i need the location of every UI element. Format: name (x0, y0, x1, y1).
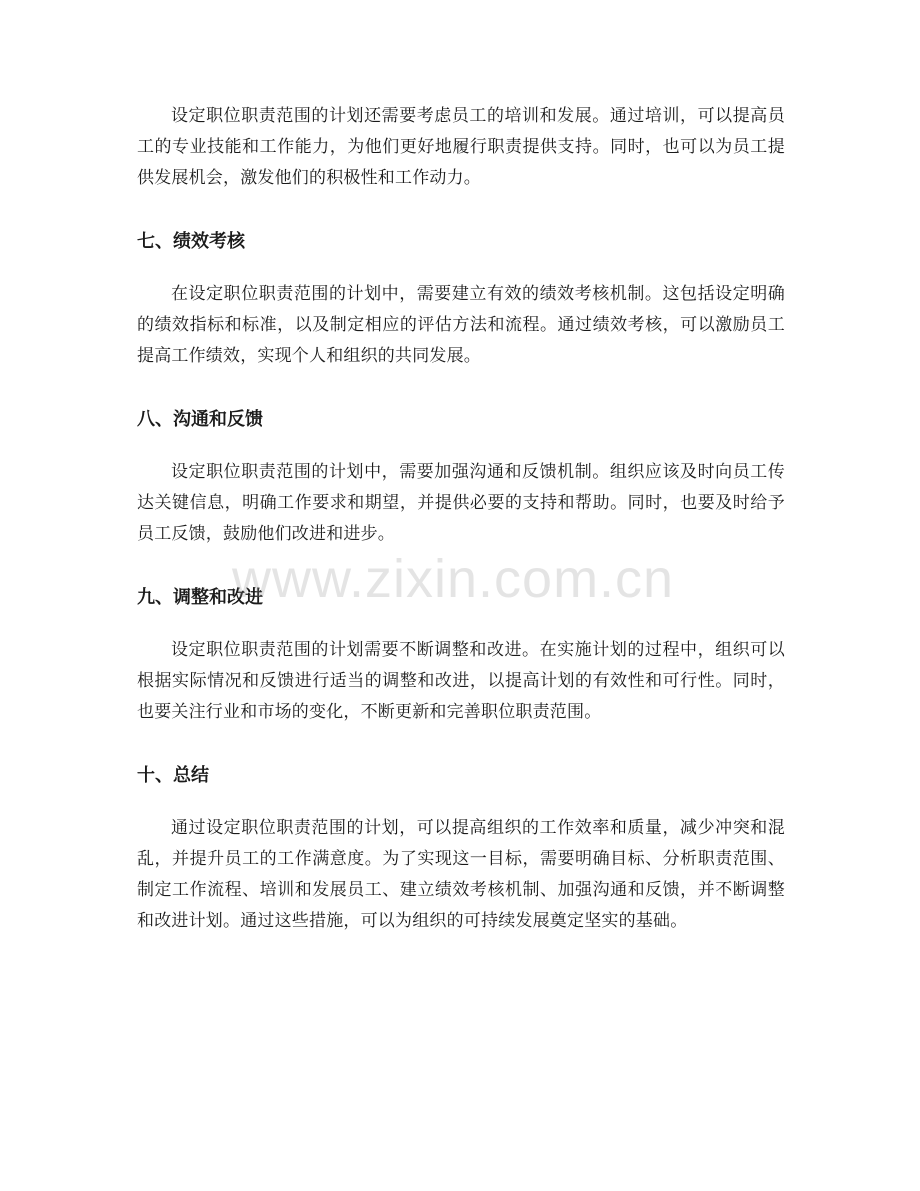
section-heading-9: 九、调整和改进 (137, 587, 263, 608)
spacer (137, 372, 785, 406)
spacer (137, 728, 785, 762)
spacer (137, 550, 785, 584)
section-heading-8: 八、沟通和反馈 (137, 409, 263, 430)
spacer (137, 194, 785, 228)
section-heading-10: 十、总结 (137, 765, 209, 786)
section-paragraph-8: 设定职位职责范围的计划中，需要加强沟通和反馈机制。组织应该及时向员工传达关键信息，明确工作要求和期望，并提供必要的支持和帮助。同时，也要及时给予员工反馈，鼓励他们改进和进步。 (137, 462, 785, 544)
watermark-text: www.zixin.com.cn (232, 549, 675, 609)
document-body (137, 101, 785, 937)
section-heading-7: 七、绩效考核 (137, 231, 245, 252)
spacer (137, 434, 785, 457)
section-paragraph-10: 通过设定职位职责范围的计划，可以提高组织的工作效率和质量，减少冲突和混乱，并提升员工的工作满意度。为了实现这一目标，需要明确目标、分析职责范围、制定工作流程、培训和发展员工、建立绩效考核机制、加强沟通和反馈，并不断调整和改进计划。通过这些措施，可以为组织的可持续发展奠定坚实的基础。 (137, 818, 785, 931)
spacer (137, 790, 785, 813)
section-paragraph-7: 在设定职位职责范围的计划中，需要建立有效的绩效考核机制。这包括设定明确的绩效指标和标准，以及制定相应的评估方法和流程。通过绩效考核，可以激励员工提高工作绩效，实现个人和组织的共同发展。 (137, 284, 785, 366)
spacer (137, 256, 785, 279)
spacer (137, 612, 785, 635)
intro-paragraph: 设定职位职责范围的计划还需要考虑员工的培训和发展。通过培训，可以提高员工的专业技能和工作能力，为他们更好地履行职责提供支持。同时，也可以为员工提供发展机会，激发他们的积极性和工作动力。 (137, 106, 785, 188)
section-paragraph-9: 设定职位职责范围的计划需要不断调整和改进。在实施计划的过程中，组织可以根据实际情况和反馈进行适当的调整和改进，以提高计划的有效性和可行性。同时，也要关注行业和市场的变化，不断更新和完善职位职责范围。 (137, 640, 785, 722)
